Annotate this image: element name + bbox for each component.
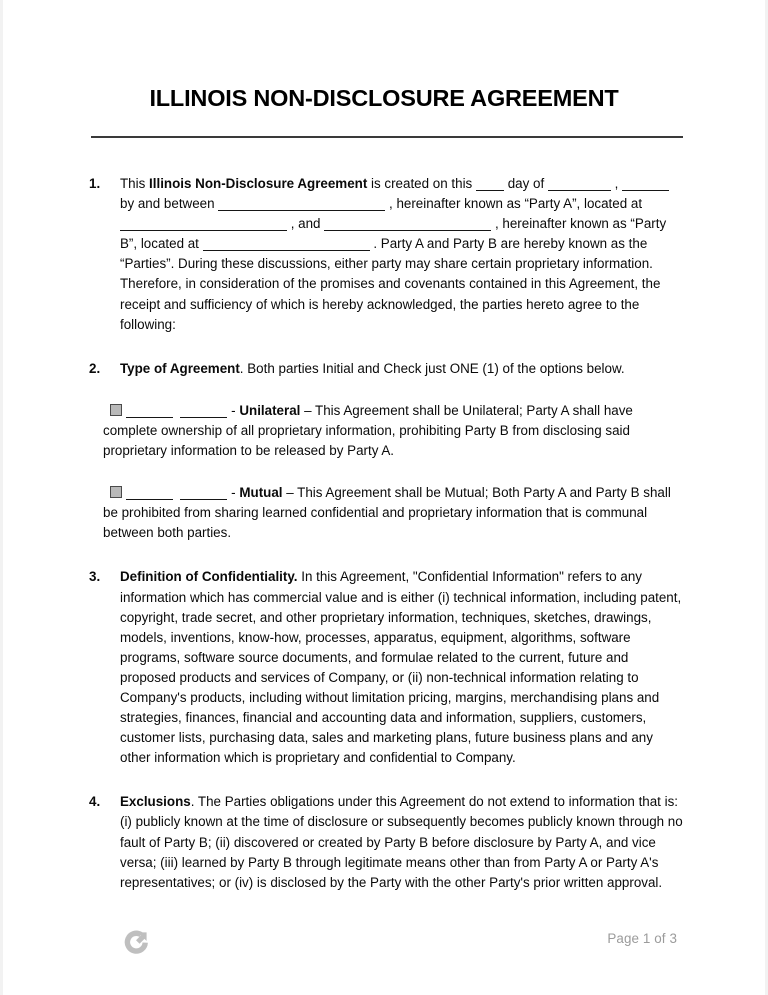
option-unilateral <box>103 401 685 461</box>
spacer <box>89 461 685 483</box>
clause-1-part-8: , hereinafter known as “Party B”, located at <box>120 216 667 252</box>
clause-1-text <box>120 174 685 335</box>
clause-1-part-3: day of <box>503 176 548 191</box>
clause-4-number: 4. <box>89 794 101 810</box>
spacer <box>89 335 685 359</box>
clause-1-part-2: is created on this <box>367 176 476 191</box>
option-mutual-text: – This Agreement shall be Mutual; Both Party A and Party B shall be prohibited from sharing learned confidential and proprietary information that is communal between both parties. <box>103 485 671 541</box>
circular-arrow-external-link-icon <box>117 922 157 962</box>
clause-1-part-6: , hereinafter known as “Party A”, located at <box>385 196 643 212</box>
clause-3 <box>89 567 685 768</box>
clause-2 <box>89 359 685 379</box>
clause-3-text <box>120 567 685 768</box>
document-body <box>89 174 685 893</box>
checkbox-mutual[interactable] <box>110 486 122 498</box>
clause-1-part-4: , <box>610 176 623 191</box>
checkbox-unilateral[interactable] <box>110 404 122 416</box>
clause-3-heading: Definition of Confidentiality. <box>120 569 298 585</box>
clause-1 <box>89 174 685 335</box>
page-number: Page 1 of 3 <box>607 931 677 946</box>
clause-3-body: In this Agreement, "Confidential Information" refers to any information which has commercial value and is either (i) technical information, including patent, copyright, trade secret, and other proprietary information, techniques, sketches, drawings, models, inventions, know-how, processes, apparatus, equipment, algorithms, software programs, software source documents, and formulae related to the current, future and proposed products and services of Company, or (ii) non-technical information relating to Company's products, including without limitation pricing, margins, merchandising plans and strategies, finances, financial and accounting data and information, suppliers, customers, customer lists, purchasing data, sales and marketing plans, future business plans and any other information which is proprietary and confidential to Company. <box>120 569 682 766</box>
clause-1-part-9: . Party A and Party B are hereby known as the “Parties”. During these discussions, either party may share certain proprietary information. Therefore, in consideration of the promises and covenants contained in this Agreement, the receipt and sufficiency of which is hereby acknowledged, the parties hereto agree to the following: <box>120 236 661 332</box>
blank-mutual-initial-a[interactable] <box>126 499 173 500</box>
clause-2-number: 2. <box>89 360 101 376</box>
spacer <box>89 543 685 567</box>
blank-unilateral-initial-a[interactable] <box>126 417 173 418</box>
option-mutual-label: Mutual <box>239 485 283 501</box>
clause-2-heading: Type of Agreement <box>120 360 240 376</box>
clause-3-number: 3. <box>89 569 101 585</box>
clause-4-heading: Exclusions <box>120 794 191 810</box>
option-mutual <box>103 483 685 543</box>
option-unilateral-separator: - <box>227 402 240 418</box>
page-title: ILLINOIS NON-DISCLOSURE AGREEMENT <box>149 85 619 111</box>
clause-1-part-1: This <box>120 176 150 191</box>
clause-1-part-7: , and <box>287 216 325 232</box>
option-unilateral-label: Unilateral <box>239 402 301 418</box>
blank-party-b-address[interactable] <box>203 250 370 251</box>
blank-unilateral-initial-b[interactable] <box>180 417 227 418</box>
option-unilateral-text: – This Agreement shall be Unilateral; Party A shall have complete ownership of all proprietary information, prohibiting Party B from disclosing said proprietary information to be released by Party A. <box>103 402 633 459</box>
blank-year[interactable] <box>622 190 669 191</box>
clause-4-text <box>120 792 685 892</box>
clause-2-body: . Both parties Initial and Check just ONE (1) of the options below. <box>239 360 625 376</box>
title-divider <box>91 136 683 138</box>
clause-4 <box>89 792 685 892</box>
blank-party-b-name[interactable] <box>324 230 491 231</box>
blank-mutual-initial-b[interactable] <box>180 499 227 500</box>
blank-month[interactable] <box>548 190 611 191</box>
clause-4-body: . The Parties obligations under this Agreement do not extend to information that is: (i) publicly known at the time of disclosure or subsequently becomes publicly known through no fault of Party B; (ii) discovered or created by Party B before disclosure by Party A, and vice versa; (iii) learned by Party B through legitimate means other than from Party A or Party A's representatives; or (iv) is disclosed by the Party with the other Party's prior written approval. <box>120 794 683 890</box>
spacer <box>89 379 685 401</box>
clause-2-text <box>120 359 685 379</box>
blank-party-a-name[interactable] <box>218 210 385 211</box>
blank-day[interactable] <box>476 190 504 191</box>
clause-1-number: 1. <box>89 176 101 191</box>
spacer <box>89 768 685 792</box>
clause-1-agreement-name: Illinois Non-Disclosure Agreement <box>149 176 368 191</box>
clause-1-part-5: by and between <box>120 196 219 212</box>
option-mutual-separator: - <box>227 485 240 501</box>
blank-party-a-address[interactable] <box>120 230 287 231</box>
